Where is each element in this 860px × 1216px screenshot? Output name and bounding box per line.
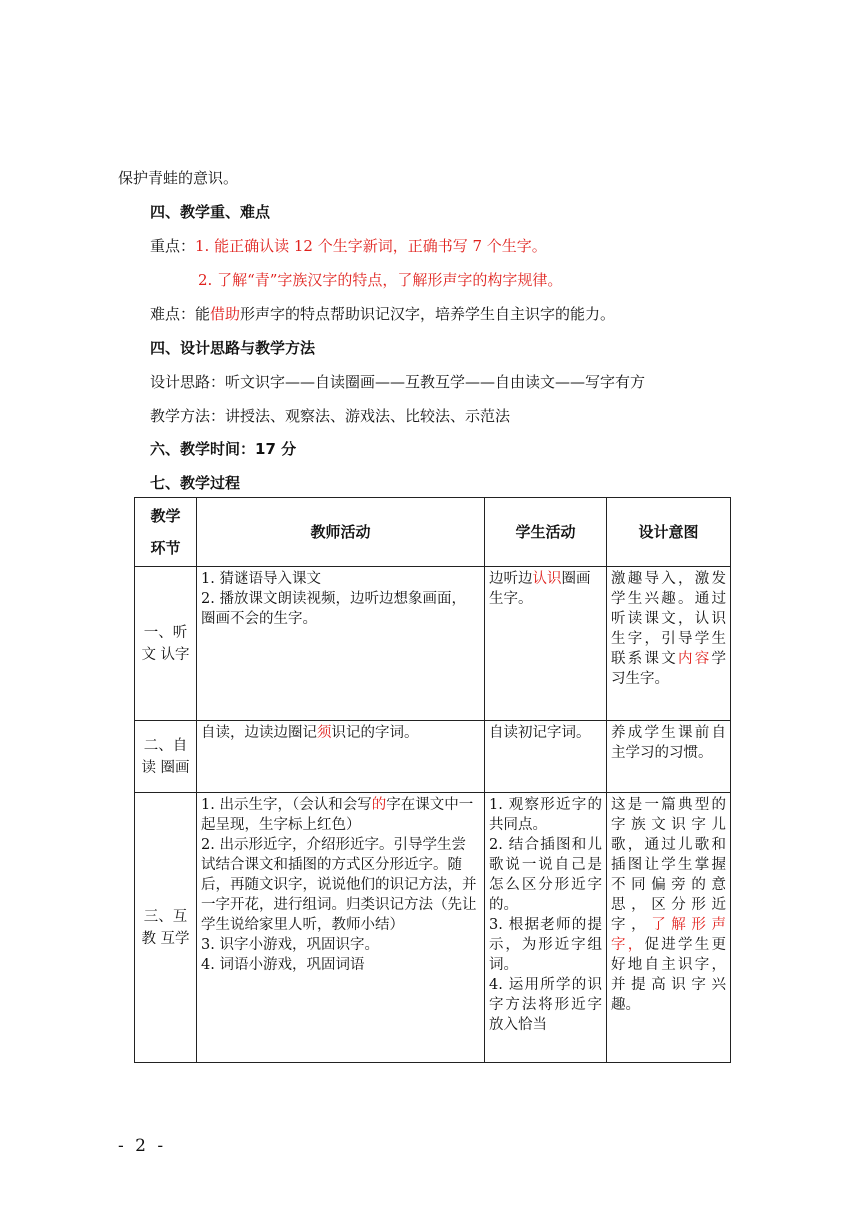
table-row (135, 567, 731, 721)
teacher-step: 1. 出示生字，（会认和会写的字在课文中一起呈现，生字标上红色） (201, 797, 474, 833)
student-cell: 自读初记字词。 (485, 721, 607, 793)
stage-cell: 一、听文 认字 (135, 567, 197, 721)
teacher-cell: 自读，边读边圈记须识记的字词。 (197, 721, 485, 793)
teacher-step: 2. 播放课文朗读视频，边听边想象画面，圈画不会的生字。 (201, 591, 466, 627)
table-header-row (135, 498, 731, 567)
teacher-step: 4. 词语小游戏，巩固词语 (201, 957, 365, 973)
teacher-cell (197, 567, 485, 721)
heading-process: 七、教学过程 (150, 474, 241, 492)
key-label: 重点： (150, 237, 196, 255)
key-point-1-text: 1. 能正确认读 12 个生字新词，正确书写 7 个生字。 (195, 237, 547, 255)
difficult-red: 借助 (210, 305, 241, 323)
student-step: 2. 结合插图和儿歌说一说自己是怎么区分形近字的。 (489, 837, 602, 913)
heading-key-points: 四、教学重、难点 (150, 203, 271, 221)
intent-cell: 激趣导入，激发学生兴趣。通过听读课文，认识生字，引导学生联系课文内容学习生字。 (607, 567, 731, 721)
teacher-cell (197, 793, 485, 1063)
key-point-2: 2. 了解“青”字族汉字的特点，了解形声字的构字规律。 (198, 271, 563, 289)
header-stage: 教学 环节 (135, 498, 197, 567)
heading-time: 六、教学时间：17 分 (150, 440, 297, 458)
teacher-step: 2. 出示形近字，介绍形近字。引导学生尝试结合课文和插图的方式区分形近字。随后，再随文识字，说说他们的识记方法，并一字开花，进行组词。归类识记方法（先让学生说给家里人听，教师小结） (201, 837, 477, 933)
header-student: 学生活动 (485, 498, 607, 567)
paragraph-continuation: 保护青蛙的意识。 (118, 169, 239, 187)
difficult-point (150, 304, 615, 324)
student-cell (485, 793, 607, 1063)
design-idea: 设计思路：听文识字——自读圈画——互教互学——自由读文——写字有方 (150, 373, 646, 391)
student-step: 1. 观察形近字的共同点。 (489, 797, 602, 833)
table-row (135, 793, 731, 1063)
student-cell: 边听边认识圈画生字。 (485, 567, 607, 721)
teaching-methods: 教学方法：讲授法、观察法、游戏法、比较法、示范法 (150, 407, 511, 425)
difficult-label: 难点：能 (150, 305, 211, 323)
intent-cell: 养成学生课前自主学习的习惯。 (607, 721, 731, 793)
heading-design: 四、设计思路与教学方法 (150, 339, 316, 357)
student-step: 4. 运用所学的识字方法将形近字放入恰当 (489, 977, 602, 1033)
page-number: - 2 - (118, 1136, 167, 1156)
header-teacher: 教师活动 (197, 498, 485, 567)
key-point-1 (150, 236, 547, 256)
intent-cell: 这是一篇典型的字族文识字儿歌，通过儿歌和插图让学生掌握不同偏旁的意思，区分形近字，了解形声字，促进学生更好地自主识字，并提高识字兴趣。 (607, 793, 731, 1063)
teacher-step: 1. 猜谜语导入课文 (201, 571, 321, 587)
header-intent: 设计意图 (607, 498, 731, 567)
teaching-process-table (134, 497, 731, 1063)
teacher-step: 3. 识字小游戏，巩固识字。 (201, 937, 379, 953)
stage-cell: 三、互教 互学 (135, 793, 197, 1063)
difficult-rest: 形声字的特点帮助识记汉字，培养学生自主识字的能力。 (240, 305, 616, 323)
stage-cell: 二、自读 圈画 (135, 721, 197, 793)
table-row (135, 721, 731, 793)
student-step: 3. 根据老师的提示，为形近字组词。 (489, 917, 602, 973)
